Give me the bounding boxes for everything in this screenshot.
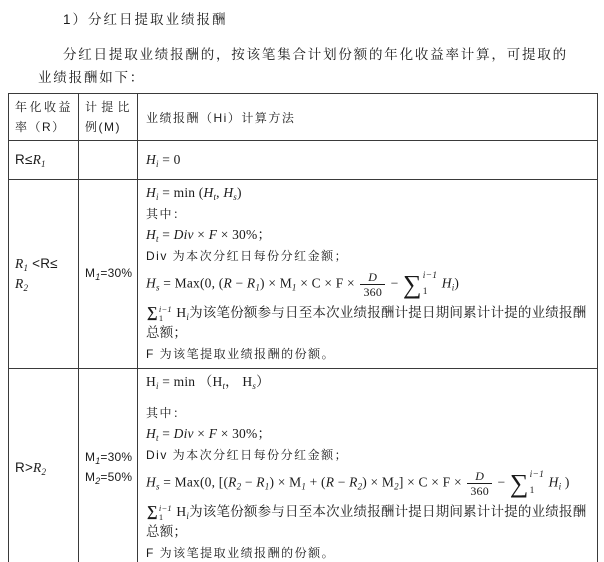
formula-line: ∑ i−1 1 $H_i$为该笔份额参与日至本次业绩报酬计提日期间累计计提的业绩报酬总额； bbox=[146, 503, 587, 539]
summation-sign: ∑ i−1 1 bbox=[403, 269, 438, 299]
table-row bbox=[9, 180, 598, 369]
formula-line: $H_t$ = Div × F × 30%； bbox=[146, 227, 272, 244]
cell-ratio-2 bbox=[79, 180, 138, 369]
summation-sign: ∑ i−1 1 bbox=[147, 503, 172, 522]
cell-condition-3 bbox=[9, 369, 79, 562]
table-row bbox=[9, 141, 598, 180]
formula-line: $H_s = Max(0$, $(R - R_1) \times M_1 \times C \times F$ × $\frac{D}{360}$ − ∑ i−1 1 $H_i$) bbox=[146, 269, 460, 299]
formula-line: $M_1=30\%$ bbox=[85, 450, 133, 466]
formula-line: $R>R_2$ bbox=[15, 460, 47, 477]
table-header-row bbox=[9, 94, 598, 141]
paragraph-line-2: 业绩报酬如下： bbox=[38, 70, 146, 85]
formula-line: $M_2=50\%$ bbox=[85, 470, 133, 486]
cell-ratio-3 bbox=[79, 369, 138, 562]
col-header-calc-method: 业绩报酬（Hi）计算方法 bbox=[138, 94, 598, 141]
fraction: $\frac{D}{360}$ bbox=[467, 470, 492, 497]
cell-ratio-1 bbox=[79, 141, 138, 180]
cell-method-3 bbox=[138, 369, 598, 562]
formula-line: $R_1 <R\le$ bbox=[15, 256, 58, 273]
col-header-annualized-return: 年化收益率（R） bbox=[9, 94, 79, 141]
formula-line: F 为该笔提取业绩报酬的份额。 bbox=[146, 347, 336, 361]
summation-sign: ∑ i−1 1 bbox=[509, 468, 545, 498]
fraction: $\frac{D}{360}$ bbox=[360, 271, 385, 298]
paragraph-line-1: 分红日提取业绩报酬的，按该笔集合计划份额的年化收益率计算，可提取的 bbox=[63, 47, 568, 62]
formula-line: $R_2$ bbox=[15, 276, 29, 293]
col-header-accrual-ratio: 计提比例(M) bbox=[79, 94, 138, 141]
formula-line: $H_i = \min (H_t$, $H_s$) bbox=[146, 185, 242, 202]
summation-sign: ∑ i−1 1 bbox=[147, 304, 172, 323]
intro-paragraph bbox=[38, 43, 588, 89]
formula-line: $H_s = Max(0$, $[(R_2 - R_1) \times M_1 + (R - R_2) \times M_2] \times C \times F$ × $\frac{D}{360}$ − ∑ i−1 1 $H_i$ ) bbox=[146, 468, 570, 498]
formula-line: F 为该笔提取业绩报酬的份额。 bbox=[146, 546, 336, 560]
formula-line: $H_i = 0$ bbox=[146, 151, 181, 169]
section-heading: 1）分红日提取业绩报酬 bbox=[63, 12, 228, 27]
formula-line: 其中： bbox=[146, 207, 187, 221]
formula-line: $M_1=30\%$ bbox=[85, 266, 133, 282]
cell-method-2 bbox=[138, 180, 598, 369]
formula-line: $H_i = \min (H_t$， $H_s$） bbox=[146, 374, 270, 391]
formula-line bbox=[85, 150, 131, 170]
formula-line: 其中： bbox=[146, 406, 187, 420]
formula-line: ∑ i−1 1 $H_i$为该笔份额参与日至本次业绩报酬计提日期间累计计提的业绩报酬总额； bbox=[146, 304, 587, 340]
performance-fee-table bbox=[8, 93, 598, 562]
table-row bbox=[9, 369, 598, 562]
formula-line: $R\le R_1$ bbox=[15, 152, 46, 169]
formula-line: $H_t$ = Div × F × 30%； bbox=[146, 426, 272, 443]
formula-line: Div 为本次分红日每份分红金额； bbox=[146, 249, 349, 263]
cell-condition-1 bbox=[9, 141, 79, 180]
cell-method-1 bbox=[138, 141, 598, 180]
cell-condition-2 bbox=[9, 180, 79, 369]
formula-line: Div 为本次分红日每份分红金额； bbox=[146, 448, 349, 462]
